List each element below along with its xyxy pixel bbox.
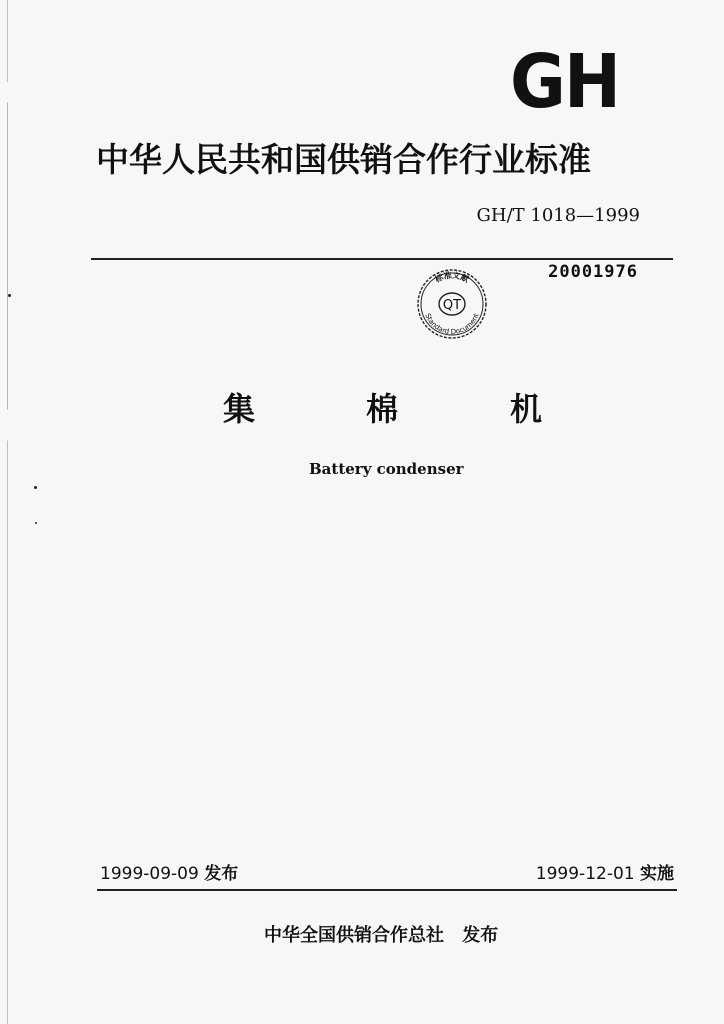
issuing-authority-title: 中华人民共和国供销合作行业标准: [96, 140, 591, 179]
title-char-1: 集: [223, 390, 256, 428]
publisher-action: 发布: [462, 925, 499, 946]
seal-center-text: QT: [442, 298, 462, 313]
archive-number: 20001976: [548, 262, 638, 282]
seal-bottom-text: Standard Document: [423, 312, 481, 337]
implementation-date-value: 1999-12-01: [535, 864, 635, 884]
binding-edge-line: [7, 0, 8, 1024]
title-char-3: 机: [510, 390, 543, 428]
issue-date: [100, 864, 238, 884]
standard-document-seal: [414, 268, 490, 340]
title-char-2: 棉: [366, 390, 399, 428]
implementation-date-label: 实施: [640, 864, 674, 884]
header-rule: [91, 258, 673, 260]
footer-rule: [97, 889, 677, 891]
scan-speck: [35, 522, 37, 524]
standard-code: GH/T 1018—1999: [476, 205, 640, 226]
svg-text:Standard Document: [423, 312, 480, 336]
publisher-name: 中华全国供销合作总社: [264, 925, 444, 946]
issue-date-label: 发布: [204, 864, 239, 884]
scan-speck: [8, 294, 11, 297]
seal-top-text: 标准文献: [433, 270, 471, 285]
issue-date-value: 1999-09-09: [100, 864, 199, 884]
scan-speck: [34, 486, 37, 489]
publisher-line: [264, 925, 510, 947]
english-title: Battery condenser: [309, 460, 464, 478]
gh-logo: GH: [510, 39, 620, 125]
implementation-date: [536, 864, 674, 884]
